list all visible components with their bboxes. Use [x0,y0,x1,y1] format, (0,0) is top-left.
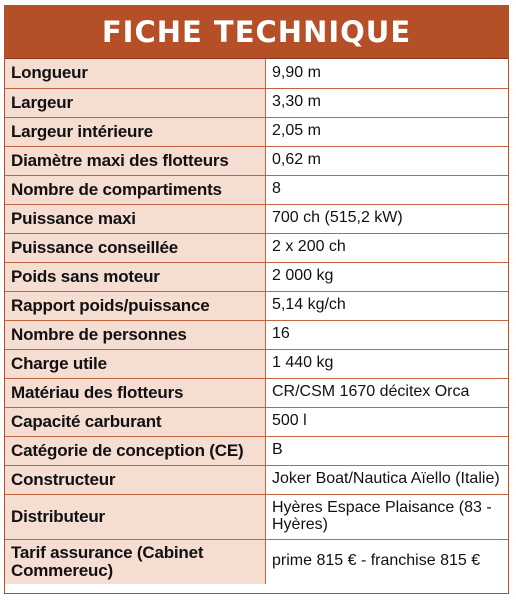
row-label: Constructeur [5,465,266,494]
table-row [5,233,508,262]
row-value: 5,14 kg/ch [266,291,509,320]
row-label: Capacité carburant [5,407,266,436]
table-row [5,117,508,146]
row-label: Diamètre maxi des flotteurs [5,146,266,175]
row-label: Matériau des flotteurs [5,378,266,407]
row-value: CR/CSM 1670 décitex Orca [266,378,509,407]
row-value: 8 [266,175,509,204]
row-label: Largeur [5,88,266,117]
table-row [5,407,508,436]
row-value: 9,90 m [266,59,509,88]
row-value: 2,05 m [266,117,509,146]
table-row [5,320,508,349]
table-row [5,204,508,233]
row-label: Poids sans moteur [5,262,266,291]
row-label: Largeur intérieure [5,117,266,146]
table-row [5,146,508,175]
table-row [5,378,508,407]
row-value: 3,30 m [266,88,509,117]
row-value: Hyères Espace Plaisance (83 - Hyères) [266,494,509,539]
table-row [5,88,508,117]
row-value: 1 440 kg [266,349,509,378]
row-value: 2 x 200 ch [266,233,509,262]
row-label: Rapport poids/puissance [5,291,266,320]
row-label: Charge utile [5,349,266,378]
row-label: Catégorie de conception (CE) [5,436,266,465]
row-value: 16 [266,320,509,349]
spec-table [5,59,508,584]
table-row [5,59,508,88]
row-label: Puissance conseillée [5,233,266,262]
table-row [5,262,508,291]
row-label: Tarif assurance (Cabinet Commereuc) [5,539,266,584]
table-row [5,175,508,204]
row-value: Joker Boat/Nautica Aïello (Italie) [266,465,509,494]
row-label: Nombre de compartiments [5,175,266,204]
table-row [5,291,508,320]
row-label: Puissance maxi [5,204,266,233]
row-label: Longueur [5,59,266,88]
sheet-header [5,6,508,59]
row-value: B [266,436,509,465]
row-value: prime 815 € - franchise 815 € [266,539,509,584]
table-row [5,465,508,494]
table-row [5,436,508,465]
row-label: Distributeur [5,494,266,539]
row-value: 700 ch (515,2 kW) [266,204,509,233]
row-value: 0,62 m [266,146,509,175]
row-value: 2 000 kg [266,262,509,291]
table-row [5,349,508,378]
row-value: 500 l [266,407,509,436]
spec-sheet [4,5,509,594]
sheet-title: FICHE TECHNIQUE [101,14,412,49]
table-row [5,494,508,539]
table-row [5,539,508,584]
row-label: Nombre de personnes [5,320,266,349]
